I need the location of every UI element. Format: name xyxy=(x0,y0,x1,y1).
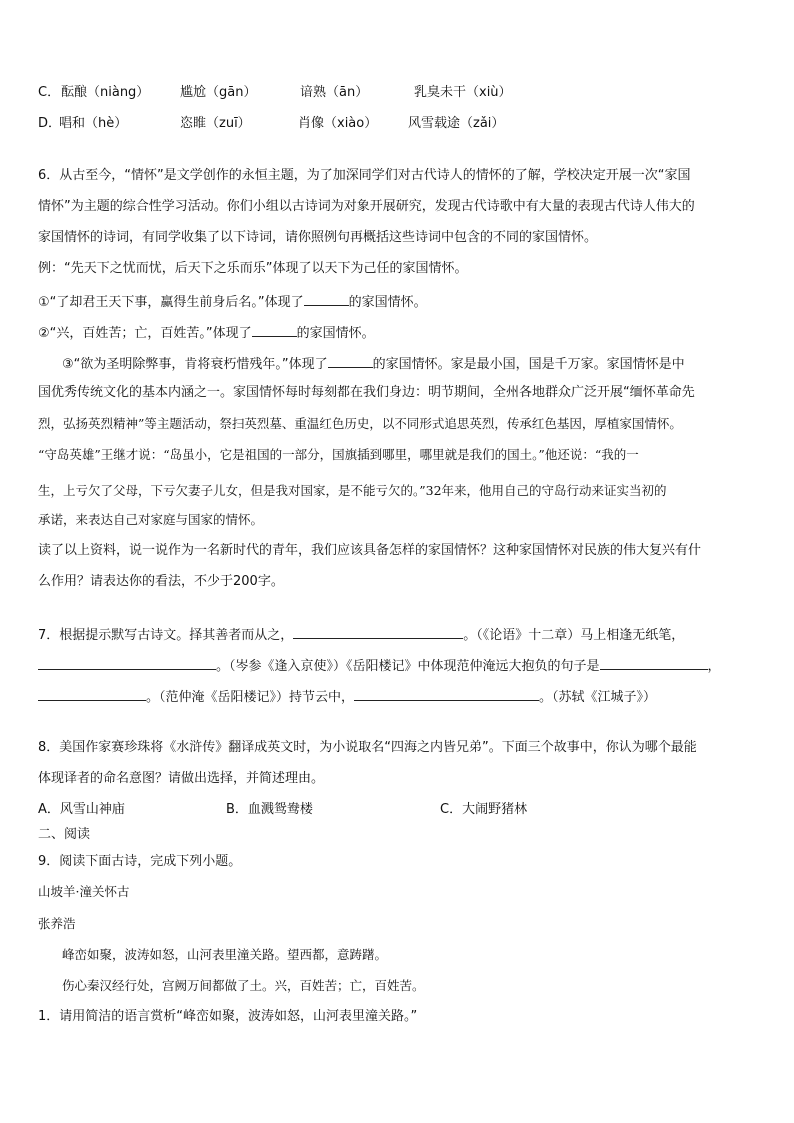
q5-option-d-label: D． xyxy=(38,116,62,131)
q5-option-d-item: 肖像（xiào） xyxy=(298,116,378,131)
answer-blank[interactable] xyxy=(304,291,349,306)
q5-option-c-item: 乳臭未干（xiù） xyxy=(414,85,512,100)
q9-subquestion-1: 1．请用简洁的语言赏析“峰峦如聚，波涛如怒，山河表里潼关路。” xyxy=(38,1009,418,1024)
q8-option-a: A．风雪山神庙 xyxy=(38,802,125,817)
q6-item-3 xyxy=(62,353,685,374)
q7-line-1 xyxy=(38,624,684,645)
q6-material-line: “守岛英雄”王继才说：“岛虽小，它是祖国的一部分，国旗插到哪里，哪里就是我们的国土。”他还说：“我的一 xyxy=(38,447,639,462)
q5-option-c-label: C． xyxy=(38,85,61,100)
q6-paragraph-line: 情怀”为主题的综合性学习活动。你们小组以古诗词为对象开展研究，发现古代诗歌中有大量的表现古代诗人伟大的 xyxy=(38,199,695,214)
q6-item-2-text: ②“兴，百姓苦；亡，百姓苦。”体现了 xyxy=(38,326,252,341)
answer-blank[interactable] xyxy=(38,686,146,701)
q5-option-c-item: 酝酿（niàng） xyxy=(61,85,150,100)
q7-text: 。（范仲淹《岳阳楼记》）持节云中， xyxy=(146,690,355,705)
q7-text: 。（岑参《逢入京使》）《岳阳楼记》中体现范仲淹远大抱负的句子是 xyxy=(216,659,600,674)
q5-option-d-item: 唱和（hè） xyxy=(59,116,128,131)
q7-line-3 xyxy=(38,686,656,707)
q6-task-line: 么作用？请表达你的看法，不少于200字。 xyxy=(38,574,284,589)
poem-verse: 峰峦如聚，波涛如怒，山河表里潼关路。望西都，意踌躇。 xyxy=(62,947,388,962)
answer-blank[interactable] xyxy=(252,322,297,337)
answer-blank[interactable] xyxy=(293,624,463,639)
poem-verse: 伤心秦汉经行处，宫阙万间都做了土。兴，百姓苦；亡，百姓苦。 xyxy=(62,978,425,993)
q6-material-line: 烈，弘扬英烈精神”等主题活动，祭扫英烈墓、重温红色历史，以不同形式追思英烈，传承红色基因，厚植家国情怀。 xyxy=(38,416,682,431)
q6-paragraph-line: 家国情怀的诗词，有同学收集了以下诗词，请你照例句再概括这些诗词中包含的不同的家国情怀。 xyxy=(38,230,598,245)
q7-line-2 xyxy=(38,655,721,676)
q8-option-c: C．大闹野猪林 xyxy=(440,802,528,817)
q6-item-1-suffix: 的家国情怀。 xyxy=(348,295,427,310)
q6-item-3-suffix: 的家国情怀。家是最小国，国是千万家。家国情怀是中 xyxy=(372,357,685,372)
q6-item-3-text: ③“欲为圣明除弊事，肯将衰朽惜残年。”体现了 xyxy=(62,357,328,372)
q8-option-b: B．血溅鸳鸯楼 xyxy=(226,802,313,817)
q8-paragraph-line: 体现译者的命名意图？请做出选择，并简述理由。 xyxy=(38,771,325,786)
q5-option-d-item: 风雪载途（zǎi） xyxy=(408,116,505,131)
q5-option-c-item: 尴尬（gān） xyxy=(180,85,257,100)
answer-blank[interactable] xyxy=(600,655,708,670)
q7-text: 。（《论语》十二章）马上相逢无纸笔， xyxy=(463,628,685,643)
q6-item-1 xyxy=(38,291,427,312)
q7-text: 。（苏轼《江城子》） xyxy=(539,690,657,705)
q6-paragraph-line: 6．从古至今，“情怀”是文学创作的永恒主题，为了加深同学们对古代诗人的情怀的了解，学校决定开展一次“家国 xyxy=(38,168,691,183)
q5-option-c-item: 谙熟（ān） xyxy=(300,85,369,100)
q6-item-2 xyxy=(38,322,375,343)
q6-material-line: 生，上亏欠了父母，下亏欠妻子儿女，但是我对国家，是不能亏欠的。”32年来，他用自己的守岛行动来证实当初的 xyxy=(38,483,667,498)
q9-intro: 9．阅读下面古诗，完成下列小题。 xyxy=(38,854,242,869)
q6-item-1-text: ①“了却君王天下事，赢得生前身后名。”体现了 xyxy=(38,295,304,310)
q6-item-2-suffix: 的家国情怀。 xyxy=(296,326,375,341)
q7-text: ， xyxy=(707,659,721,674)
q6-material-line: 国优秀传统文化的基本内涵之一。家国情怀每时每刻都在我们身边：明节期间，全州各地群众广泛开展“缅怀革命先 xyxy=(38,385,695,400)
poem-title: 山坡羊·潼关怀古 xyxy=(38,884,130,899)
section-heading: 二、阅读 xyxy=(38,827,91,842)
poem-author: 张养浩 xyxy=(38,916,76,931)
q7-text: 7．根据提示默写古诗文。择其善者而从之， xyxy=(38,628,294,643)
q5-option-d-item: 恣睢（zuī） xyxy=(180,116,251,131)
q6-material-line: 承诺，来表达自己对家庭与国家的情怀。 xyxy=(38,512,264,527)
answer-blank[interactable] xyxy=(328,353,373,368)
answer-blank[interactable] xyxy=(354,686,539,701)
q6-example: 例：“先天下之忧而忧，后天下之乐而乐”体现了以天下为己任的家国情怀。 xyxy=(38,261,468,276)
answer-blank[interactable] xyxy=(38,655,216,670)
q6-task-line: 读了以上资料，说一说作为一名新时代的青年，我们应该具备怎样的家国情怀？这种家国情怀对民族的伟大复兴有什 xyxy=(38,543,702,558)
q8-paragraph-line: 8．美国作家赛珍珠将《水浒传》翻译成英文时，为小说取名“四海之内皆兄弟”。下面三个故事中，你认为哪个最能 xyxy=(38,740,697,755)
